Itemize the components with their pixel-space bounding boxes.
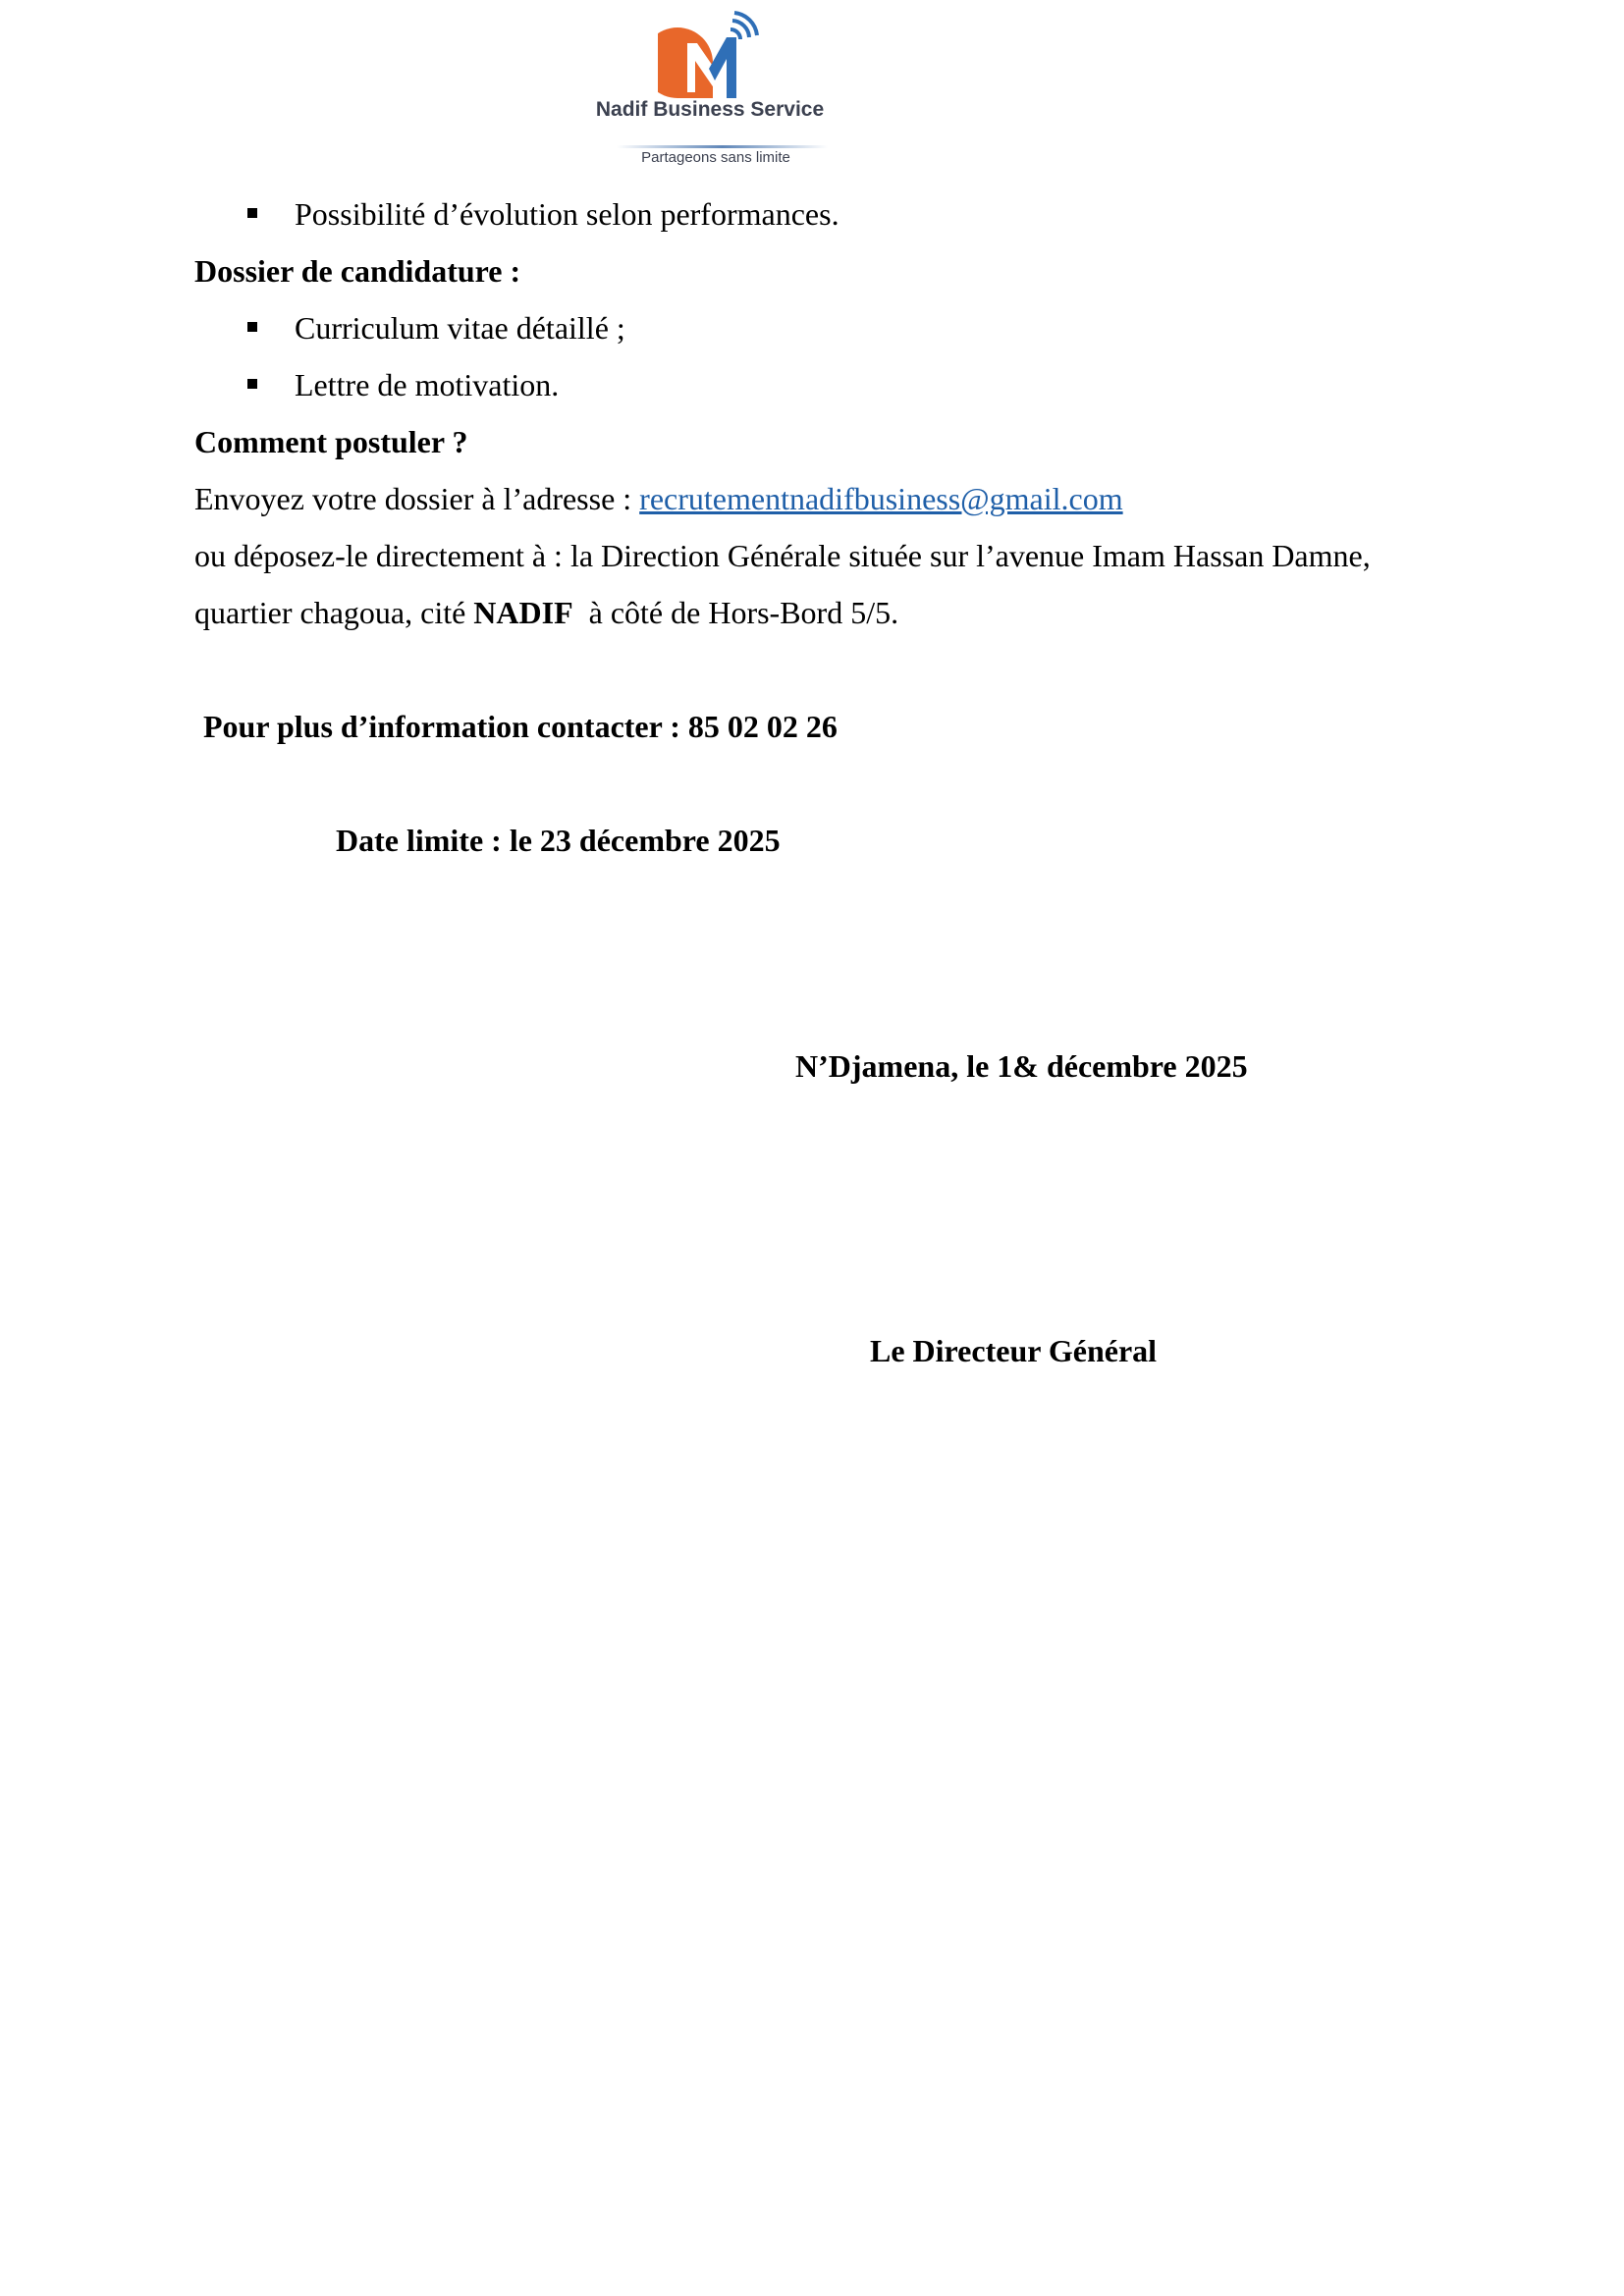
application-heading: Dossier de candidature : bbox=[194, 253, 521, 289]
place-date: N’Djamena, le 1& décembre 2025 bbox=[795, 1048, 1248, 1084]
logo-tagline: Partageons sans limite bbox=[641, 149, 790, 166]
deposit-line-2-end: à côté de Hors-Bord 5/5. bbox=[572, 595, 899, 630]
bullet-square-icon bbox=[247, 379, 257, 389]
logo-company-name: Nadif Business Service bbox=[595, 98, 825, 121]
benefit-item: Possibilité d’évolution selon performances. bbox=[295, 196, 839, 232]
email-prefix: Envoyez votre dossier à l’adresse : bbox=[194, 481, 640, 516]
deposit-line-2-nadif: NADIF bbox=[473, 595, 573, 630]
contact-info: Pour plus d’information contacter : 85 02 02 26 bbox=[203, 709, 838, 744]
deposit-line-1: ou déposez-le directement à : la Direction Générale située sur l’avenue Imam Hassan Damne, bbox=[194, 538, 1371, 573]
deposit-line-2-start: quartier chagoua, cité bbox=[194, 595, 474, 630]
bullet-square-icon bbox=[247, 322, 257, 332]
nadif-logo-icon bbox=[658, 10, 766, 108]
how-to-apply-heading: Comment postuler ? bbox=[194, 424, 468, 459]
deposit-line-2 bbox=[194, 593, 898, 632]
deadline: Date limite : le 23 décembre 2025 bbox=[336, 823, 781, 858]
email-link[interactable]: recrutementnadifbusiness@gmail.com bbox=[639, 481, 1123, 516]
company-logo bbox=[587, 10, 842, 167]
bullet-square-icon bbox=[247, 208, 257, 218]
application-item-letter: Lettre de motivation. bbox=[295, 367, 560, 402]
signatory: Le Directeur Général bbox=[870, 1333, 1158, 1368]
logo-divider bbox=[617, 145, 828, 148]
application-item-cv: Curriculum vitae détaillé ; bbox=[295, 310, 625, 346]
email-line bbox=[194, 479, 1123, 518]
